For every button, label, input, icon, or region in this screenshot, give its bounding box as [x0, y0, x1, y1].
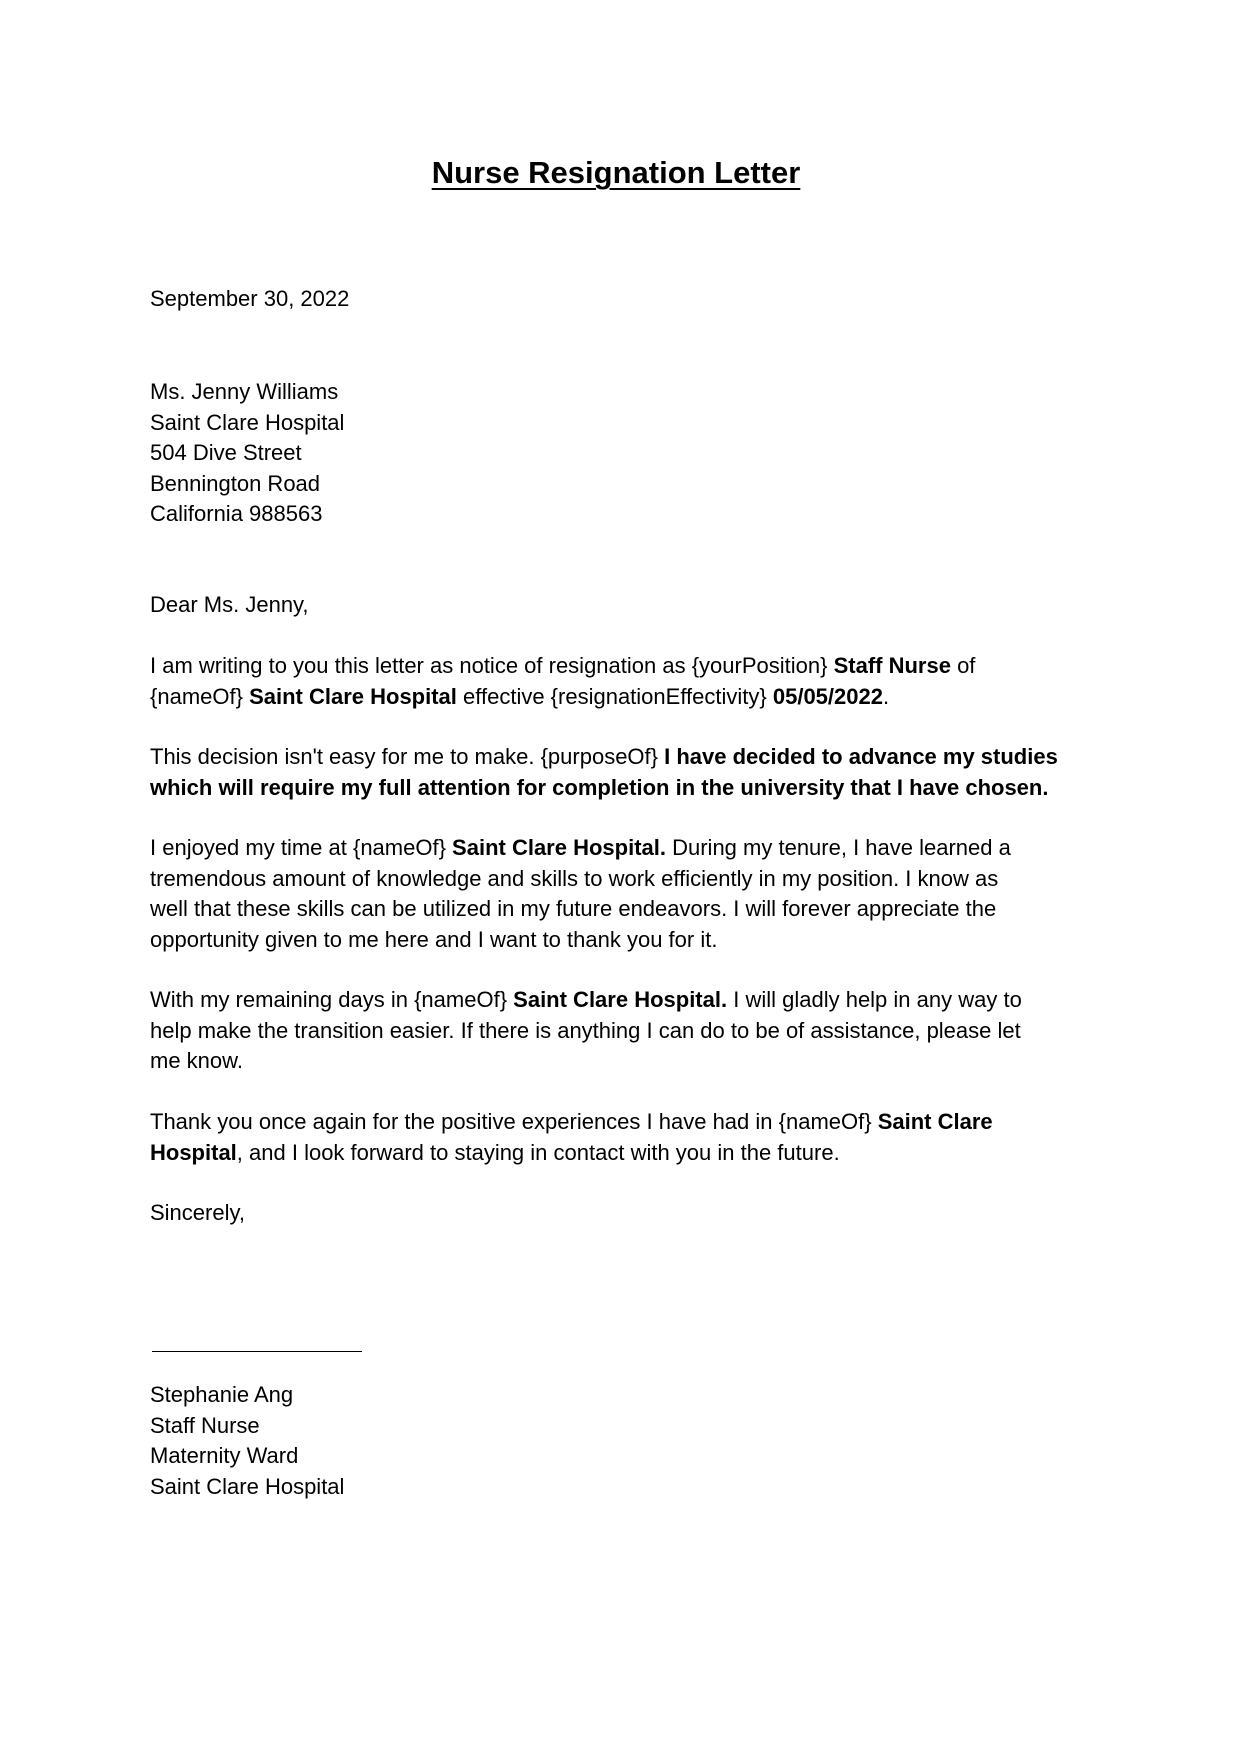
signer-organization: Saint Clare Hospital: [150, 1473, 345, 1499]
letter-date: September 30, 2022: [150, 286, 350, 311]
paragraph-thanks: Thank you once again for the positive experiences I have had in {nameOf} Saint Clare Hospital, and I look forward to staying in contact with you in the future.: [150, 1109, 993, 1165]
recipient-road: Bennington Road: [150, 470, 321, 496]
recipient-address: [150, 377, 1080, 530]
letter-title: Nurse Resignation Letter: [431, 155, 801, 190]
recipient-state-zip: California 988563: [150, 501, 323, 526]
closing: Sincerely,: [150, 1200, 245, 1225]
recipient-organization: Saint Clare Hospital: [150, 409, 345, 435]
salutation: Dear Ms. Jenny,: [150, 592, 309, 617]
signer-department: Maternity Ward: [150, 1443, 299, 1468]
recipient-name: Ms. Jenny Williams: [150, 379, 339, 404]
paragraph-transition: With my remaining days in {nameOf} Saint Clare Hospital. I will gladly help in any way to help make the transition easier. If there is anything I can do to be of assistance, please let me know.: [150, 987, 1022, 1073]
paragraph-reason: This decision isn't easy for me to make. {purposeOf} I have decided to advance my studies which will require my full attention for completion in the university that I have chosen.: [150, 744, 1058, 800]
recipient-street: 504 Dive Street: [150, 440, 302, 465]
signature-line: [152, 1351, 362, 1352]
signer-name: Stephanie Ang: [150, 1382, 294, 1407]
paragraph-notice: I am writing to you this letter as notice of resignation as {yourPosition} Staff Nurse of {nameOf} Saint Clare Hospital effective {resignationEffectivity} 05/05/2022.: [150, 653, 976, 709]
paragraph-appreciation: I enjoyed my time at {nameOf} Saint Clare Hospital. During my tenure, I have learned a tremendous amount of knowledge and skills to work efficiently in my position. I know as well that these skills can be utilized in my future endeavors. I will forever appreciate the opportunity given to me here and I want to thank you for it.: [150, 835, 1011, 952]
signer-position: Staff Nurse: [150, 1412, 260, 1438]
signer-block: [150, 1380, 1080, 1502]
